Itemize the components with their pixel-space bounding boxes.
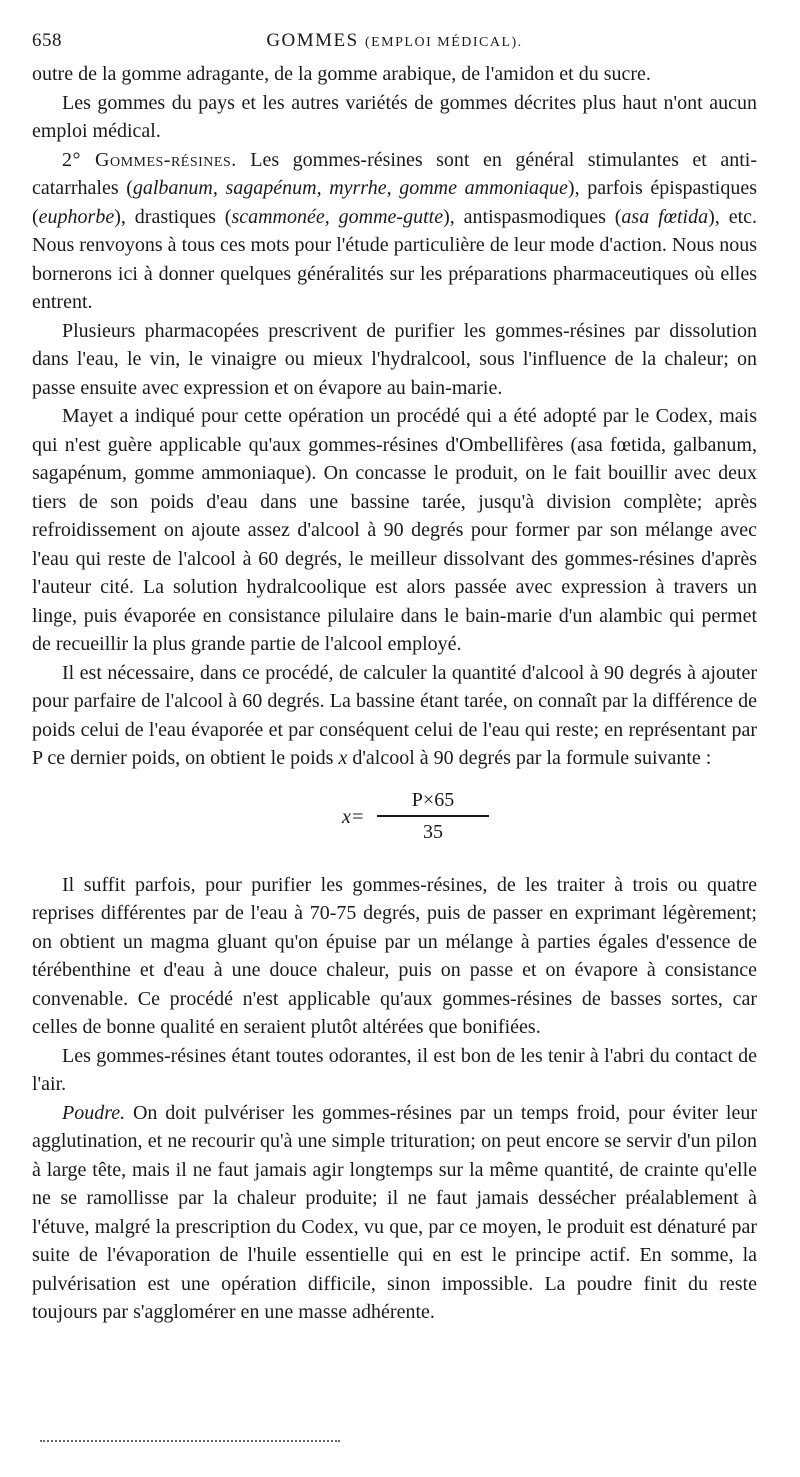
formula-fraction (377, 787, 489, 845)
paragraph-gommes-resines: 2° Gommes-résines. Les gommes-résines sont en général stimulantes et anti-catarrhales (galbanum, sagapénum, myrrhe, gomme ammoniaque), parfois épispastiques (euphorbe), drastiques (scammonée, gomme-gutte), antispasmodiques (asa fœtida), etc. Nous renvoyons à tous ces mots pour l'étude particulière de leur mode d'action. Nous nous bornerons ici à donner quelques généralités sur les préparations pharmaceutiques où elles entrent. (32, 148, 757, 313)
running-title-main: GOMMES (266, 30, 359, 51)
formula (32, 787, 757, 849)
formula-numerator: P×65 (411, 788, 455, 811)
paragraph-mayet: Mayet a indiqué pour cette opération un procédé qui a été adopté par le Codex, mais qui n'est guère applicable qu'aux gommes-résines d'Ombellifères (asa fœtida, galbanum, sagapénum, gomme ammoniaque). On concasse le produit, on le fait bouillir avec deux tiers de son poids d'eau dans une bassine tarée, jusqu'à division complète; après refroidissement on ajoute assez d'alcool à 90 degrés pour former par son mélange avec l'eau qui reste de l'alcool à 60 degrés, le meilleur dissolvant des gommes-résines d'après l'auteur cité. La solution hydralcoolique est alors passée avec expression à travers un linge, puis évaporée en consistance pilulaire dans le bain-marie d'un alambic qui permet de recueillir la plus grande partie de l'alcool employé. (32, 405, 757, 655)
paragraph-poudre: Poudre. On doit pulvériser les gommes-résines par un temps froid, pour éviter leur agglutination, et ne recourir qu'à une simple trituration; on peut encore se servir d'un pilon à large tête, mais il ne faut jamais agir longtemps sur la même quantité, de crainte qu'elle ne se ramollisse par la chaleur produite; il ne faut jamais dessécher préalablement à l'étuve, malgré la prescription du Codex, vu que, par ce moyen, le produit est dénaturé par suite de l'évaporation de l'huile essentielle qui en est le principe actif. En somme, la pulvérisation est une opération difficile, sinon impossible. La poudre finit du reste toujours par s'agglomérer en une masse adhérente. (32, 1101, 757, 1323)
running-header (32, 30, 757, 56)
running-title (32, 30, 757, 52)
fraction-bar (377, 815, 489, 817)
paragraph-calcul: Il est nécessaire, dans ce procédé, de calculer la quantité d'alcool à 90 degrés à ajouter pour parfaire de l'alcool à 60 degrés. La bassine étant tarée, on connaît par la différence de poids celui de l'eau évaporée et par conséquent celui de l'eau qui reste; en représentant par P ce dernier poids, on obtient le poids x d'alcool à 90 degrés par la formule suivante : (32, 661, 757, 769)
paragraph-pharmacopees: Plusieurs pharmacopées prescrivent de purifier les gommes-résines par dissolution dans l'eau, le vin, le vinaigre ou mieux l'hydralcool, sous l'influence de la chaleur; on passe ensuite avec expression et on évapore au bain-marie. (32, 319, 757, 399)
body-text (32, 60, 757, 1327)
paragraph-continuation: outre de la gomme adragante, de la gomme arabique, de l'amidon et du sucre. (32, 63, 651, 85)
section-heading-gommes-resines: 2° Gommes-résines. (62, 148, 237, 171)
section-heading-poudre: Poudre. (62, 1101, 126, 1124)
formula-lhs: x= (342, 805, 365, 828)
paragraph-odorantes: Les gommes-résines étant toutes odorantes, il est bon de les tenir à l'abri du contact de l'air. (32, 1044, 757, 1095)
running-title-sub: (EMPLOI MÉDICAL). (364, 35, 523, 50)
paragraph-gommes-du-pays: Les gommes du pays et les autres variétés de gommes décrites plus haut n'ont aucun emploi médical. (32, 91, 757, 142)
formula-denominator: 35 (423, 820, 443, 843)
page-number: 658 (32, 30, 62, 51)
paragraph-purifier: Il suffit parfois, pour purifier les gommes-résines, de les traiter à trois ou quatre reprises différentes par de l'eau à 70-75 degrés, puis de passer en exprimant légèrement; on obtient un magma gluant qu'on épuise par un mélange à parties égales d'essence de térébenthine et d'eau à une douce chaleur, puis on passe et on évapore à consistance convenable. Ce procédé n'est applicable qu'aux gommes-résines de basses sortes, car celles de bonne qualité en seraient plutôt altérées que bonifiées. (32, 873, 757, 1038)
footer-rule (40, 1440, 340, 1442)
